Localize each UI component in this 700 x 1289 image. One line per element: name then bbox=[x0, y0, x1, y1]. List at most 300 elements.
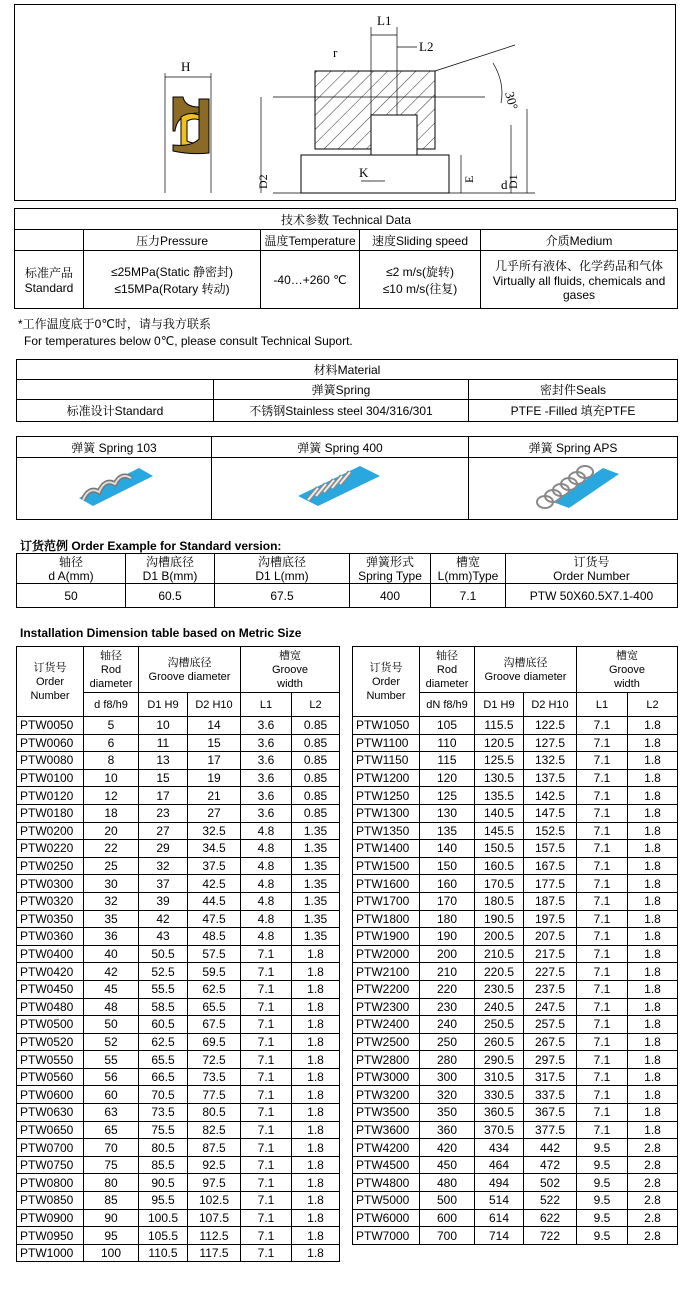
table-cell: 1.35 bbox=[292, 892, 340, 910]
table-cell: PTW0300 bbox=[17, 875, 84, 893]
table-cell: 714 bbox=[475, 1227, 524, 1245]
table-cell: 7.1 bbox=[241, 1104, 292, 1122]
table-cell: 42.5 bbox=[188, 875, 241, 893]
table-cell: 4.8 bbox=[241, 857, 292, 875]
table-cell: 420 bbox=[420, 1139, 475, 1157]
table-cell: PTW1250 bbox=[353, 787, 420, 805]
table-cell: PTW0600 bbox=[17, 1086, 84, 1104]
table-cell: 4.8 bbox=[241, 840, 292, 858]
table-cell: 600 bbox=[420, 1209, 475, 1227]
table-cell: 360.5 bbox=[475, 1104, 524, 1122]
dimension-table-right bbox=[352, 646, 678, 1245]
material-title: 材料Material bbox=[17, 360, 678, 380]
table-cell: 317.5 bbox=[524, 1068, 577, 1086]
table-cell: 210 bbox=[420, 963, 475, 981]
table-cell: 43 bbox=[139, 928, 188, 946]
table-cell: 132.5 bbox=[524, 752, 577, 770]
table-cell: 23 bbox=[139, 804, 188, 822]
table-cell: 1.8 bbox=[628, 892, 678, 910]
tech-speed: ≤2 m/s(旋转) ≤10 m/s(往复) bbox=[360, 251, 481, 309]
table-cell: 45 bbox=[84, 980, 139, 998]
table-row bbox=[353, 1209, 678, 1227]
label-d1: D1 bbox=[506, 174, 520, 189]
table-cell: 297.5 bbox=[524, 1051, 577, 1069]
table-cell: 32 bbox=[139, 857, 188, 875]
table-cell: 1.8 bbox=[628, 1086, 678, 1104]
table-cell: 5 bbox=[84, 717, 139, 735]
table-cell: 1.8 bbox=[292, 1016, 340, 1034]
table-cell: 75.5 bbox=[139, 1121, 188, 1139]
spring-103-icon bbox=[69, 462, 159, 512]
table-cell: 350 bbox=[420, 1104, 475, 1122]
table-cell: PTW1700 bbox=[353, 892, 420, 910]
table-cell: 32 bbox=[84, 892, 139, 910]
table-row bbox=[17, 752, 340, 770]
tech-pressure: ≤25MPa(Static 静密封) ≤15MPa(Rotary 转动) bbox=[84, 251, 261, 309]
table-cell: 1.8 bbox=[628, 963, 678, 981]
table-cell: 0.85 bbox=[292, 717, 340, 735]
label-h: H bbox=[181, 59, 191, 74]
table-row bbox=[353, 734, 678, 752]
table-cell: 37 bbox=[139, 875, 188, 893]
table-cell: PTW1400 bbox=[353, 840, 420, 858]
table-cell: 4.8 bbox=[241, 822, 292, 840]
table-cell: 1.8 bbox=[292, 1051, 340, 1069]
table-cell: 150 bbox=[420, 857, 475, 875]
table-cell: 2.8 bbox=[628, 1227, 678, 1245]
table-cell: 370.5 bbox=[475, 1121, 524, 1139]
table-cell: 40 bbox=[84, 945, 139, 963]
material-seals: PTFE -Filled 填充PTFE bbox=[469, 400, 678, 422]
label-d2: D2 bbox=[256, 174, 270, 189]
sub-header-l2: L2 bbox=[628, 693, 678, 717]
table-cell: 145.5 bbox=[475, 822, 524, 840]
table-cell: 112.5 bbox=[188, 1227, 241, 1245]
tech-row-label: 标准产品 Standard bbox=[15, 251, 84, 309]
table-cell: 110.5 bbox=[139, 1244, 188, 1262]
table-row bbox=[353, 857, 678, 875]
table-cell: 217.5 bbox=[524, 945, 577, 963]
table-row bbox=[17, 875, 340, 893]
table-row bbox=[353, 875, 678, 893]
table-row bbox=[17, 822, 340, 840]
table-cell: 1.8 bbox=[628, 1068, 678, 1086]
table-row bbox=[17, 840, 340, 858]
table-cell: 14 bbox=[188, 717, 241, 735]
table-cell: 7.1 bbox=[577, 892, 628, 910]
table-cell: PTW3600 bbox=[353, 1121, 420, 1139]
table-cell: 77.5 bbox=[188, 1086, 241, 1104]
table-cell: PTW1100 bbox=[353, 734, 420, 752]
seal-profile bbox=[165, 59, 211, 193]
table-cell: PTW0400 bbox=[17, 945, 84, 963]
table-cell: 1.8 bbox=[292, 1227, 340, 1245]
table-cell: 1.8 bbox=[292, 1156, 340, 1174]
table-cell: PTW7000 bbox=[353, 1227, 420, 1245]
temperature-note-cn: *工作温度底于0℃时，请与我方联系 bbox=[18, 317, 211, 331]
table-cell: 9.5 bbox=[577, 1209, 628, 1227]
table-cell: 7.1 bbox=[577, 1016, 628, 1034]
installation-title: Installation Dimension table based on Metric Size bbox=[20, 626, 302, 640]
spring-400-label: 弹簧 Spring 400 bbox=[212, 437, 469, 458]
label-angle: 30° bbox=[502, 89, 522, 112]
table-cell: 1.8 bbox=[292, 1068, 340, 1086]
table-cell: 117.5 bbox=[188, 1244, 241, 1262]
table-row bbox=[353, 1139, 678, 1157]
table-cell: 0.85 bbox=[292, 787, 340, 805]
table-cell: 310.5 bbox=[475, 1068, 524, 1086]
table-cell: 1.8 bbox=[628, 787, 678, 805]
table-cell: 472 bbox=[524, 1156, 577, 1174]
table-cell: 20 bbox=[84, 822, 139, 840]
table-cell: 1.8 bbox=[292, 1174, 340, 1192]
table-cell: 27 bbox=[139, 822, 188, 840]
table-cell: 50.5 bbox=[139, 945, 188, 963]
table-cell: 7.1 bbox=[577, 752, 628, 770]
spring-400-icon bbox=[290, 462, 390, 512]
table-cell: 230.5 bbox=[475, 980, 524, 998]
table-cell: 247.5 bbox=[524, 998, 577, 1016]
table-cell: PTW0080 bbox=[17, 752, 84, 770]
table-cell: 7.1 bbox=[241, 945, 292, 963]
order-example-table bbox=[16, 553, 678, 608]
table-cell: 1.8 bbox=[292, 1104, 340, 1122]
table-cell: 60.5 bbox=[139, 1016, 188, 1034]
table-cell: 7.1 bbox=[241, 1086, 292, 1104]
col-order-number: 订货号 Order Number bbox=[17, 647, 84, 717]
table-row bbox=[17, 769, 340, 787]
table-cell: PTW5000 bbox=[353, 1192, 420, 1210]
col-rod-diameter: 轴径 Rod diameter bbox=[420, 647, 475, 693]
table-cell: 1.8 bbox=[628, 980, 678, 998]
table-cell: 87.5 bbox=[188, 1139, 241, 1157]
table-cell: 290.5 bbox=[475, 1051, 524, 1069]
table-cell: 10 bbox=[139, 717, 188, 735]
table-cell: 80 bbox=[84, 1174, 139, 1192]
col-order-number: 订货号 Order Number bbox=[353, 647, 420, 717]
table-cell: 2.8 bbox=[628, 1209, 678, 1227]
table-row bbox=[353, 928, 678, 946]
table-cell: 7.1 bbox=[577, 734, 628, 752]
table-cell: PTW0630 bbox=[17, 1104, 84, 1122]
table-cell: 70.5 bbox=[139, 1086, 188, 1104]
table-cell: 7.1 bbox=[241, 1033, 292, 1051]
table-cell: PTW0220 bbox=[17, 840, 84, 858]
table-cell: 3.6 bbox=[241, 752, 292, 770]
table-cell: 7.1 bbox=[577, 945, 628, 963]
table-cell: 367.5 bbox=[524, 1104, 577, 1122]
table-cell: 450 bbox=[420, 1156, 475, 1174]
table-row bbox=[17, 1068, 340, 1086]
table-cell: 120.5 bbox=[475, 734, 524, 752]
table-row bbox=[353, 1227, 678, 1245]
table-cell: PTW0650 bbox=[17, 1121, 84, 1139]
table-row bbox=[353, 1051, 678, 1069]
table-cell: PTW2100 bbox=[353, 963, 420, 981]
tech-header-medium: 介质Medium bbox=[481, 230, 678, 251]
table-cell: 7.1 bbox=[577, 822, 628, 840]
table-cell: 1.8 bbox=[292, 1033, 340, 1051]
table-cell: 30 bbox=[84, 875, 139, 893]
table-cell: PTW0850 bbox=[17, 1192, 84, 1210]
table-row bbox=[353, 769, 678, 787]
table-cell: PTW0520 bbox=[17, 1033, 84, 1051]
table-cell: 7.1 bbox=[577, 840, 628, 858]
table-cell: 7.1 bbox=[241, 1051, 292, 1069]
tech-header-speed: 速度Sliding speed bbox=[360, 230, 481, 251]
table-row bbox=[17, 998, 340, 1016]
table-cell: 17 bbox=[139, 787, 188, 805]
table-cell: PTW2500 bbox=[353, 1033, 420, 1051]
table-cell: PTW2200 bbox=[353, 980, 420, 998]
label-l2: L2 bbox=[419, 39, 434, 54]
order-value-d1l: 67.5 bbox=[215, 584, 350, 608]
table-cell: 42 bbox=[139, 910, 188, 928]
table-cell: 722 bbox=[524, 1227, 577, 1245]
table-cell: 237.5 bbox=[524, 980, 577, 998]
table-row bbox=[353, 1016, 678, 1034]
table-cell: 7.1 bbox=[241, 1174, 292, 1192]
table-row bbox=[17, 717, 340, 735]
table-cell: 1.8 bbox=[628, 857, 678, 875]
sub-header-rod: dN f8/h9 bbox=[420, 693, 475, 717]
table-row bbox=[17, 928, 340, 946]
table-cell: 240 bbox=[420, 1016, 475, 1034]
temperature-note-en: For temperatures below 0℃, please consult Technical Suport. bbox=[24, 334, 353, 348]
table-cell: 7.1 bbox=[577, 1086, 628, 1104]
table-cell: PTW2800 bbox=[353, 1051, 420, 1069]
table-cell: 227.5 bbox=[524, 963, 577, 981]
spring-aps-label: 弹簧 Spring APS bbox=[469, 437, 678, 458]
order-value-spring: 400 bbox=[350, 584, 431, 608]
order-header-rod: 轴径 d A(mm) bbox=[17, 554, 126, 584]
table-row bbox=[353, 1033, 678, 1051]
table-row bbox=[353, 822, 678, 840]
table-cell: PTW1900 bbox=[353, 928, 420, 946]
sub-header-d2: D2 H10 bbox=[524, 693, 577, 717]
table-cell: PTW0120 bbox=[17, 787, 84, 805]
table-cell: 73.5 bbox=[139, 1104, 188, 1122]
table-cell: 100.5 bbox=[139, 1209, 188, 1227]
tech-header-temperature: 温度Temperature bbox=[261, 230, 360, 251]
table-cell: PTW0360 bbox=[17, 928, 84, 946]
table-cell: 180 bbox=[420, 910, 475, 928]
col-groove-diameter: 沟槽底径 Groove diameter bbox=[139, 647, 241, 693]
table-row bbox=[17, 734, 340, 752]
table-cell: 7.1 bbox=[241, 1244, 292, 1262]
table-cell: 2.8 bbox=[628, 1139, 678, 1157]
table-cell: 267.5 bbox=[524, 1033, 577, 1051]
table-cell: 7.1 bbox=[577, 857, 628, 875]
table-cell: 48.5 bbox=[188, 928, 241, 946]
table-cell: 39 bbox=[139, 892, 188, 910]
table-row bbox=[17, 1174, 340, 1192]
table-cell: 60 bbox=[84, 1086, 139, 1104]
table-cell: 1.8 bbox=[628, 875, 678, 893]
table-cell: 15 bbox=[188, 734, 241, 752]
table-cell: PTW1600 bbox=[353, 875, 420, 893]
table-cell: 135.5 bbox=[475, 787, 524, 805]
table-cell: 330.5 bbox=[475, 1086, 524, 1104]
table-cell: 7.1 bbox=[241, 1016, 292, 1034]
spring-aps-image bbox=[469, 458, 678, 520]
table-cell: 7.1 bbox=[577, 910, 628, 928]
technical-data-table bbox=[14, 208, 678, 309]
table-cell: 18 bbox=[84, 804, 139, 822]
table-cell: 47.5 bbox=[188, 910, 241, 928]
table-cell: 4.8 bbox=[241, 892, 292, 910]
table-cell: 180.5 bbox=[475, 892, 524, 910]
table-cell: 1.8 bbox=[292, 1121, 340, 1139]
table-cell: PTW3500 bbox=[353, 1104, 420, 1122]
table-cell: 250.5 bbox=[475, 1016, 524, 1034]
table-cell: 170.5 bbox=[475, 875, 524, 893]
table-cell: 130 bbox=[420, 804, 475, 822]
table-cell: 15 bbox=[139, 769, 188, 787]
table-cell: 177.5 bbox=[524, 875, 577, 893]
table-cell: PTW0480 bbox=[17, 998, 84, 1016]
table-row bbox=[17, 1121, 340, 1139]
table-cell: 1.8 bbox=[292, 1209, 340, 1227]
table-row bbox=[353, 998, 678, 1016]
table-cell: 300 bbox=[420, 1068, 475, 1086]
table-row bbox=[353, 717, 678, 735]
table-cell: PTW0180 bbox=[17, 804, 84, 822]
technical-drawing bbox=[14, 4, 676, 201]
table-cell: 80.5 bbox=[139, 1139, 188, 1157]
table-cell: 11 bbox=[139, 734, 188, 752]
order-value-d1b: 60.5 bbox=[126, 584, 215, 608]
table-cell: PTW0550 bbox=[17, 1051, 84, 1069]
table-cell: 3.6 bbox=[241, 804, 292, 822]
table-cell: 142.5 bbox=[524, 787, 577, 805]
sub-header-l2: L2 bbox=[292, 693, 340, 717]
tech-temperature: -40…+260 ℃ bbox=[261, 251, 360, 309]
table-row bbox=[353, 1086, 678, 1104]
table-cell: 200 bbox=[420, 945, 475, 963]
table-row bbox=[353, 980, 678, 998]
table-cell: 1.8 bbox=[628, 1051, 678, 1069]
order-example-title: 订货范例 Order Example for Standard version: bbox=[20, 539, 282, 553]
table-cell: 65 bbox=[84, 1121, 139, 1139]
order-value-rod: 50 bbox=[17, 584, 126, 608]
table-cell: PTW0450 bbox=[17, 980, 84, 998]
label-e: E bbox=[462, 175, 476, 183]
table-cell: 17 bbox=[188, 752, 241, 770]
table-cell: 7.1 bbox=[241, 980, 292, 998]
table-row bbox=[17, 892, 340, 910]
table-cell: PTW0750 bbox=[17, 1156, 84, 1174]
table-cell: 140 bbox=[420, 840, 475, 858]
label-k: K bbox=[359, 165, 369, 180]
table-row bbox=[353, 1192, 678, 1210]
sub-header-l1: L1 bbox=[577, 693, 628, 717]
table-row bbox=[353, 963, 678, 981]
table-cell: 1.8 bbox=[628, 840, 678, 858]
table-cell: 240.5 bbox=[475, 998, 524, 1016]
table-cell: PTW3000 bbox=[353, 1068, 420, 1086]
table-row bbox=[353, 752, 678, 770]
table-cell: PTW2000 bbox=[353, 945, 420, 963]
table-cell: 1.35 bbox=[292, 857, 340, 875]
table-cell: 1.8 bbox=[292, 980, 340, 998]
table-cell: 2.8 bbox=[628, 1192, 678, 1210]
table-cell: 10 bbox=[84, 769, 139, 787]
table-cell: 34.5 bbox=[188, 840, 241, 858]
table-cell: PTW6000 bbox=[353, 1209, 420, 1227]
table-row bbox=[17, 857, 340, 875]
table-cell: PTW1050 bbox=[353, 717, 420, 735]
table-row bbox=[353, 840, 678, 858]
table-cell: 48 bbox=[84, 998, 139, 1016]
material-table bbox=[16, 359, 678, 422]
col-groove-width: 槽宽 Groove width bbox=[577, 647, 678, 693]
table-row bbox=[17, 804, 340, 822]
table-cell: 7.1 bbox=[577, 804, 628, 822]
table-cell: 22 bbox=[84, 840, 139, 858]
table-cell: 207.5 bbox=[524, 928, 577, 946]
table-cell: 115 bbox=[420, 752, 475, 770]
table-cell: 500 bbox=[420, 1192, 475, 1210]
table-cell: 95 bbox=[84, 1227, 139, 1245]
table-row bbox=[353, 1068, 678, 1086]
table-row bbox=[353, 1156, 678, 1174]
table-cell: 230 bbox=[420, 998, 475, 1016]
table-cell: 7.1 bbox=[577, 980, 628, 998]
table-cell: PTW1150 bbox=[353, 752, 420, 770]
table-cell: 21 bbox=[188, 787, 241, 805]
table-cell: 7.1 bbox=[241, 1121, 292, 1139]
table-cell: 1.8 bbox=[628, 928, 678, 946]
table-cell: PTW1200 bbox=[353, 769, 420, 787]
table-cell: 170 bbox=[420, 892, 475, 910]
table-row bbox=[17, 1016, 340, 1034]
table-cell: 105.5 bbox=[139, 1227, 188, 1245]
table-cell: 190.5 bbox=[475, 910, 524, 928]
table-cell: PTW0350 bbox=[17, 910, 84, 928]
table-cell: 12 bbox=[84, 787, 139, 805]
table-cell: 0.85 bbox=[292, 804, 340, 822]
label-r: r bbox=[333, 45, 338, 60]
table-cell: 42 bbox=[84, 963, 139, 981]
table-cell: 66.5 bbox=[139, 1068, 188, 1086]
table-cell: 187.5 bbox=[524, 892, 577, 910]
table-row bbox=[353, 1104, 678, 1122]
table-cell: 494 bbox=[475, 1174, 524, 1192]
table-cell: 50 bbox=[84, 1016, 139, 1034]
table-cell: 1.35 bbox=[292, 928, 340, 946]
table-cell: PTW3200 bbox=[353, 1086, 420, 1104]
order-header-number: 订货号 Order Number bbox=[506, 554, 678, 584]
table-row bbox=[17, 1244, 340, 1262]
table-cell: PTW0050 bbox=[17, 717, 84, 735]
table-cell: 7.1 bbox=[577, 1104, 628, 1122]
table-cell: 58.5 bbox=[139, 998, 188, 1016]
table-cell: 1.8 bbox=[628, 910, 678, 928]
table-cell: 1.8 bbox=[628, 1104, 678, 1122]
table-cell: PTW0420 bbox=[17, 963, 84, 981]
table-cell: 4.8 bbox=[241, 928, 292, 946]
table-row bbox=[353, 1121, 678, 1139]
table-cell: PTW0200 bbox=[17, 822, 84, 840]
tech-title: 技术参数 Technical Data bbox=[15, 209, 678, 230]
table-cell: PTW0500 bbox=[17, 1016, 84, 1034]
table-cell: 7.1 bbox=[577, 998, 628, 1016]
table-cell: 160.5 bbox=[475, 857, 524, 875]
order-value-width: 7.1 bbox=[431, 584, 506, 608]
table-cell: 1.8 bbox=[628, 769, 678, 787]
table-cell: 72.5 bbox=[188, 1051, 241, 1069]
